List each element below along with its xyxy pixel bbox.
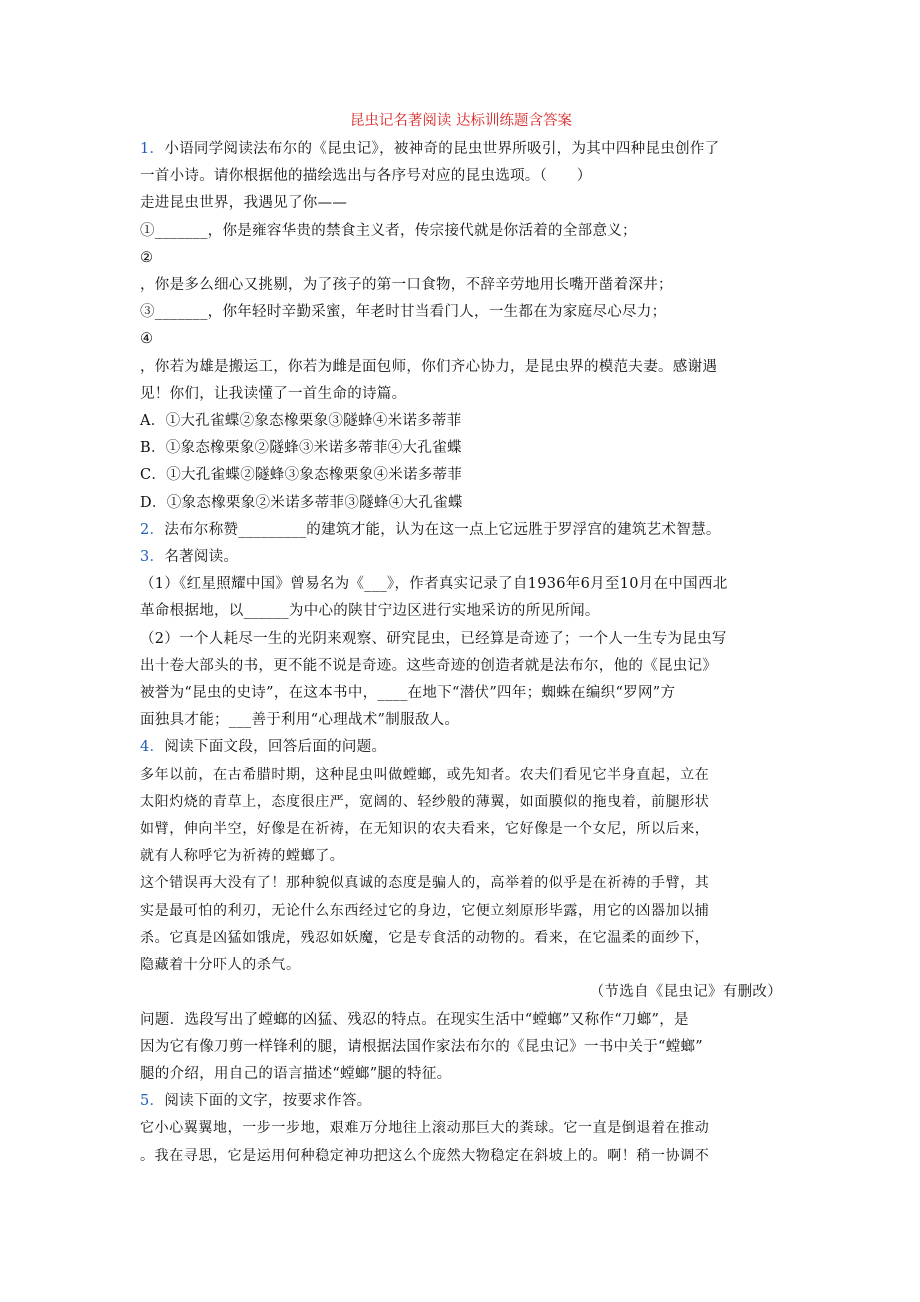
q4-para2-line-2: 实是最可怕的利刃，无论什么东西经过它的身边，它便立刻原形毕露，用它的凶器加以捕 <box>140 902 710 919</box>
q1-poem-line-4b: 见！你们，让我读懂了一首生命的诗篇。 <box>140 385 407 402</box>
q1-option-d: D．①象态橡栗象②米诺多蒂菲③隧蜂④大孔雀蝶 <box>140 494 463 511</box>
q1-stem-line-2: 一首小诗。请你根据他的描绘选出与各序号对应的昆虫选项。（ ） <box>140 168 592 185</box>
q1-number: 1． <box>140 141 165 157</box>
q2-number: 2． <box>140 521 165 538</box>
q3-sub2-line-4: 面独具才能；___善于利用“心理战术”制服敌人。 <box>140 712 460 729</box>
q5-para-line-2: 。我在寻思，它是运用何种稳定神功把这么个庞然大物稳定在斜坡上的。啊！稍一协调不 <box>140 1147 710 1164</box>
q4-question-line-1: 问题．选段写出了螳螂的凶猛、残忍的特点。在现实生活中“螳螂”又称作“刀螂”，是 <box>140 1011 689 1028</box>
q1-poem-line-4a: ，你若为雄是搬运工，你若为雌是面包师，你们齐心协力，是昆虫界的模范夫妻。感谢遇 <box>140 358 718 375</box>
q5-text: 阅读下面的文字，按要求作答。 <box>164 1093 372 1110</box>
q4-para1-line-1: 多年以前，在古希腊时期，这种昆虫叫做螳螂，或先知者。农夫们看见它半身直起，立在 <box>140 766 710 783</box>
q3-sub1-line-2: 革命根据地，以______为中心的陕甘宁边区进行实地采访的所见所闻。 <box>140 603 600 620</box>
q1-poem-intro: 走进昆虫世界，我遇见了你—— <box>140 195 348 212</box>
q5-line <box>140 1088 782 1115</box>
q4-para1-line-4: 就有人称呼它为祈祷的螳螂了。 <box>140 848 345 865</box>
q4-para1-line-3: 如臂，伸向半空，好像是在祈祷，在无知识的农夫看来，它好像是一个女尼，所以后来， <box>140 821 710 838</box>
q4-para1-line-2: 太阳灼烧的青草上，态度很庄严，宽阔的、轻纱般的薄翼，如面膜似的拖曳着，前腿形状 <box>140 793 710 810</box>
q1-poem-line-2: ，你是多么细心又挑剔，为了孩子的第一口食物，不辞辛劳地用长嘴开凿着深井； <box>140 277 673 294</box>
q1-stem-line-1 <box>140 136 782 163</box>
q1-option-c: C．①大孔雀蝶②隧蜂③象态橡栗象④米诺多蒂菲 <box>140 467 463 484</box>
q3-line <box>140 544 782 571</box>
q5-number: 5． <box>140 1093 165 1110</box>
q3-number: 3． <box>140 549 165 566</box>
q2-text: 法布尔称赞_________的建筑才能，认为在这一点上它远胜于罗浮宫的建筑艺术智慧。 <box>164 521 721 538</box>
q4-para2-line-1: 这个错误再大没有了！那种貌似真诚的态度是骗人的，高举着的似乎是在祈祷的手臂，其 <box>140 875 710 892</box>
q2-line <box>140 517 782 544</box>
q4-para2-line-3: 杀。它真是凶猛如饿虎，残忍如妖魔，它是专食活的动物的。看来，在它温柔的面纱下， <box>140 929 710 946</box>
q1-option-b: B．①象态橡栗象②隧蜂③米诺多蒂菲④大孔雀蝶 <box>140 440 462 457</box>
q4-number: 4． <box>140 739 165 756</box>
q4-question-line-2: 因为它有像刀剪一样锋利的腿，请根据法国作家法布尔的《昆虫记》一书中关于“螳螂” <box>140 1038 704 1055</box>
q1-poem-mark-2: ② <box>140 249 154 266</box>
q4-para2-line-4: 隐藏着十分吓人的杀气。 <box>140 957 301 974</box>
document-page <box>140 108 782 1170</box>
q4-text: 阅读下面文段，回答后面的问题。 <box>164 739 387 756</box>
q1-poem-line-1: ①_______，你是雍容华贵的禁食主义者，传宗接代就是你活着的全部意义； <box>140 222 637 239</box>
q3-sub2-line-3: 被誉为“昆虫的史诗”，在这本书中，____在地下“潜伏”四年；蜘蛛在编织“罗网”方 <box>140 685 676 702</box>
q3-sub2-line-2: 出十卷大部头的书，更不能不说是奇迹。这些奇迹的创造者就是法布尔，他的《昆虫记》 <box>140 657 718 674</box>
q1-option-a: A．①大孔雀蝶②象态橡栗象③隧蜂④米诺多蒂菲 <box>140 413 462 430</box>
q3-sub1-line-1: （1）《红星照耀中国》曾易名为《___》，作者真实记录了自1936年6月至10月在中国西北 <box>140 576 728 593</box>
q4-line <box>140 734 782 761</box>
q1-stem-text-1: 小语同学阅读法布尔的《昆虫记》，被神奇的昆虫世界所吸引，为其中四种昆虫创作了 <box>164 141 720 157</box>
q1-poem-mark-4: ④ <box>140 331 154 348</box>
q4-question-line-3: 腿的介绍，用自己的语言描述“螳螂”腿的特征。 <box>140 1065 452 1082</box>
q5-para-line-1: 它小心翼翼地，一步一步地，艰难万分地往上滚动那巨大的粪球。它一直是倒退着在推动 <box>140 1120 710 1137</box>
q3-sub2-line-1: （2）一个人耗尽一生的光阴来观察、研究昆虫，已经算是奇迹了；一个人一生专为昆虫写 <box>140 630 727 647</box>
q3-text: 名著阅读。 <box>164 549 239 566</box>
document-title: 昆虫记名著阅读 达标训练题含答案 <box>349 113 573 129</box>
q1-poem-line-3: ③_______，你年轻时辛勤采蜜，年老时甘当看门人，一生都在为家庭尽心尽力； <box>140 304 667 321</box>
q4-source: （节选自《昆虫记》有删改） <box>589 984 782 1001</box>
